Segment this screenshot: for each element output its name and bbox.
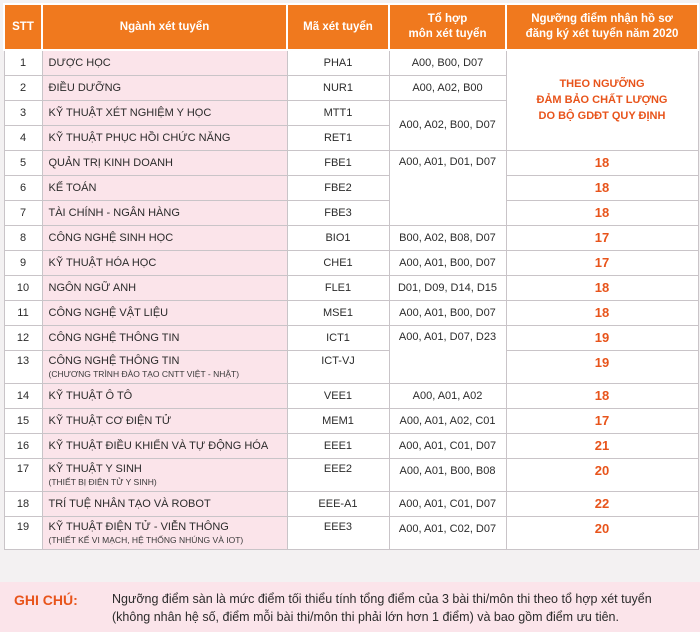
row-stt: 14 xyxy=(4,383,42,408)
row-stt: 6 xyxy=(4,175,42,200)
row-major: CÔNG NGHỆ SINH HỌC xyxy=(42,225,287,250)
row-score: 19 xyxy=(506,350,698,383)
row-score: 21 xyxy=(506,433,698,458)
row-major: TÀI CHÍNH - NGÂN HÀNG xyxy=(42,200,287,225)
row-major xyxy=(42,458,287,491)
table-row xyxy=(4,458,698,491)
row-stt: 17 xyxy=(4,458,42,491)
merged-note-line3: DO BỘ GDĐT QUY ĐỊNH xyxy=(538,110,666,123)
row-major xyxy=(42,516,287,549)
row-stt: 15 xyxy=(4,408,42,433)
row-stt: 8 xyxy=(4,225,42,250)
row-code: ICT1 xyxy=(287,325,389,350)
row-code: EEE2 xyxy=(287,458,389,491)
table-row xyxy=(4,50,698,75)
row-stt: 7 xyxy=(4,200,42,225)
row-combo: A00, A02, B00 xyxy=(389,75,506,100)
header-combo-line2: môn xét tuyển xyxy=(408,28,487,40)
merged-note-line2: ĐẢM BẢO CHẤT LƯỢNG xyxy=(536,94,668,107)
row-score: 20 xyxy=(506,516,698,549)
row-major: KỸ THUẬT CƠ ĐIỆN TỬ xyxy=(42,408,287,433)
row-stt: 13 xyxy=(4,350,42,383)
table-row xyxy=(4,325,698,350)
row-code: FBE2 xyxy=(287,175,389,200)
row-score: 18 xyxy=(506,300,698,325)
row-combo: A00, A01, C02, D07 xyxy=(389,516,506,549)
row-stt: 3 xyxy=(4,100,42,125)
footer-text xyxy=(112,590,692,626)
row-major xyxy=(42,350,287,383)
row-combo: A00, A01, B00, D07 xyxy=(389,300,506,325)
footer-note xyxy=(0,582,700,632)
row-code: BIO1 xyxy=(287,225,389,250)
row-combo: D01, D09, D14, D15 xyxy=(389,275,506,300)
row-code: MTT1 xyxy=(287,100,389,125)
row-major: CÔNG NGHỆ THÔNG TIN xyxy=(42,325,287,350)
row-stt: 18 xyxy=(4,491,42,516)
header-major: Ngành xét tuyển xyxy=(42,4,287,50)
row-combo: A00, A02, B00, D07 xyxy=(389,100,506,150)
row-score: 18 xyxy=(506,175,698,200)
row-major: ĐIỀU DƯỠNG xyxy=(42,75,287,100)
row-score: 18 xyxy=(506,383,698,408)
row-score: 18 xyxy=(506,200,698,225)
row-stt: 5 xyxy=(4,150,42,175)
row-code: FBE3 xyxy=(287,200,389,225)
row-major: TRÍ TUỆ NHÂN TẠO VÀ ROBOT xyxy=(42,491,287,516)
row-code: EEE3 xyxy=(287,516,389,549)
table-row xyxy=(4,200,698,225)
row-major-sub: (THIẾT KẾ VI MẠCH, HỆ THỐNG NHÚNG VÀ IOT) xyxy=(48,534,244,545)
row-score: 17 xyxy=(506,225,698,250)
row-stt: 2 xyxy=(4,75,42,100)
row-combo: A00, A01, D01, D07 xyxy=(389,150,506,225)
row-stt: 12 xyxy=(4,325,42,350)
table-row xyxy=(4,408,698,433)
row-score: 20 xyxy=(506,458,698,491)
row-code: MSE1 xyxy=(287,300,389,325)
row-stt: 4 xyxy=(4,125,42,150)
row-major: NGÔN NGỮ ANH xyxy=(42,275,287,300)
row-combo: A00, A01, A02 xyxy=(389,383,506,408)
row-combo: A00, A01, A02, C01 xyxy=(389,408,506,433)
row-code: RET1 xyxy=(287,125,389,150)
row-combo: A00, A01, B00, D07 xyxy=(389,250,506,275)
row-major: CÔNG NGHỆ VẬT LIỆU xyxy=(42,300,287,325)
header-threshold-line2: đăng ký xét tuyển năm 2020 xyxy=(525,28,679,40)
table-row xyxy=(4,300,698,325)
row-major: KẾ TOÁN xyxy=(42,175,287,200)
header-combo-line1: Tổ hợp xyxy=(427,13,468,25)
row-code: ICT-VJ xyxy=(287,350,389,383)
row-score: 22 xyxy=(506,491,698,516)
row-code: EEE-A1 xyxy=(287,491,389,516)
header-threshold xyxy=(506,4,698,50)
header-row xyxy=(4,4,698,50)
footer-line-2: (không nhân hệ số, điểm mỗi bài thi/môn thi phải lớn hơn 1 điểm) và bao gồm điểm ưu tiên. xyxy=(112,610,619,624)
header-stt: STT xyxy=(4,4,42,50)
row-code: MEM1 xyxy=(287,408,389,433)
table-row xyxy=(4,433,698,458)
header-threshold-line1: Ngưỡng điểm nhận hồ sơ xyxy=(531,13,673,25)
table-row xyxy=(4,275,698,300)
header-combo xyxy=(389,4,506,50)
row-combo: A00, B00, D07 xyxy=(389,50,506,75)
row-major: KỸ THUẬT Ô TÔ xyxy=(42,383,287,408)
header-code: Mã xét tuyển xyxy=(287,4,389,50)
table-row xyxy=(4,175,698,200)
footer-line-1: Ngưỡng điểm sàn là mức điểm tối thiểu tính tổng điểm của 3 bài thi/môn thi theo tổ hợp xét tuyển xyxy=(112,592,652,606)
row-code: PHA1 xyxy=(287,50,389,75)
row-combo: A00, A01, C01, D07 xyxy=(389,491,506,516)
row-stt: 9 xyxy=(4,250,42,275)
merged-note-line1: THEO NGƯỠNG xyxy=(559,78,645,91)
row-stt: 16 xyxy=(4,433,42,458)
row-major: KỸ THUẬT ĐIỀU KHIỂN VÀ TỰ ĐỘNG HÓA xyxy=(42,433,287,458)
row-stt: 10 xyxy=(4,275,42,300)
row-score: 17 xyxy=(506,250,698,275)
footer-label: GHI CHÚ: xyxy=(14,592,78,608)
row-major: DƯỢC HỌC xyxy=(42,50,287,75)
row-major: KỸ THUẬT XÉT NGHIỆM Y HỌC xyxy=(42,100,287,125)
admission-table xyxy=(3,3,699,550)
merged-threshold-note xyxy=(506,50,698,150)
row-major-name: KỸ THUẬT ĐIỆN TỬ - VIỄN THÔNG xyxy=(48,520,229,533)
row-major-sub: (CHƯƠNG TRÌNH ĐÀO TẠO CNTT VIỆT - NHẬT) xyxy=(48,368,240,379)
table-row xyxy=(4,516,698,549)
row-score: 18 xyxy=(506,150,698,175)
table-row xyxy=(4,383,698,408)
row-major: KỸ THUẬT PHỤC HỒI CHỨC NĂNG xyxy=(42,125,287,150)
row-stt: 1 xyxy=(4,50,42,75)
table-row xyxy=(4,150,698,175)
row-score: 18 xyxy=(506,275,698,300)
row-code: FBE1 xyxy=(287,150,389,175)
row-major: QUẢN TRỊ KINH DOANH xyxy=(42,150,287,175)
table-row xyxy=(4,350,698,383)
row-combo: A00, A01, C01, D07 xyxy=(389,433,506,458)
row-major-name: CÔNG NGHỆ THÔNG TIN xyxy=(48,354,180,367)
table-row xyxy=(4,225,698,250)
row-combo: B00, A02, B08, D07 xyxy=(389,225,506,250)
row-stt: 19 xyxy=(4,516,42,549)
row-score: 17 xyxy=(506,408,698,433)
row-major: KỸ THUẬT HÓA HỌC xyxy=(42,250,287,275)
table-row xyxy=(4,491,698,516)
row-code: VEE1 xyxy=(287,383,389,408)
row-code: NUR1 xyxy=(287,75,389,100)
row-major-name: KỸ THUẬT Y SINH xyxy=(48,462,142,475)
row-combo: A00, A01, B00, B08 xyxy=(389,458,506,491)
row-code: FLE1 xyxy=(287,275,389,300)
row-score: 19 xyxy=(506,325,698,350)
row-major-sub: (THIẾT BỊ ĐIỆN TỬ Y SINH) xyxy=(48,476,157,487)
row-stt: 11 xyxy=(4,300,42,325)
row-code: EEE1 xyxy=(287,433,389,458)
row-combo: A00, A01, D07, D23 xyxy=(389,325,506,383)
row-code: CHE1 xyxy=(287,250,389,275)
table-row xyxy=(4,250,698,275)
